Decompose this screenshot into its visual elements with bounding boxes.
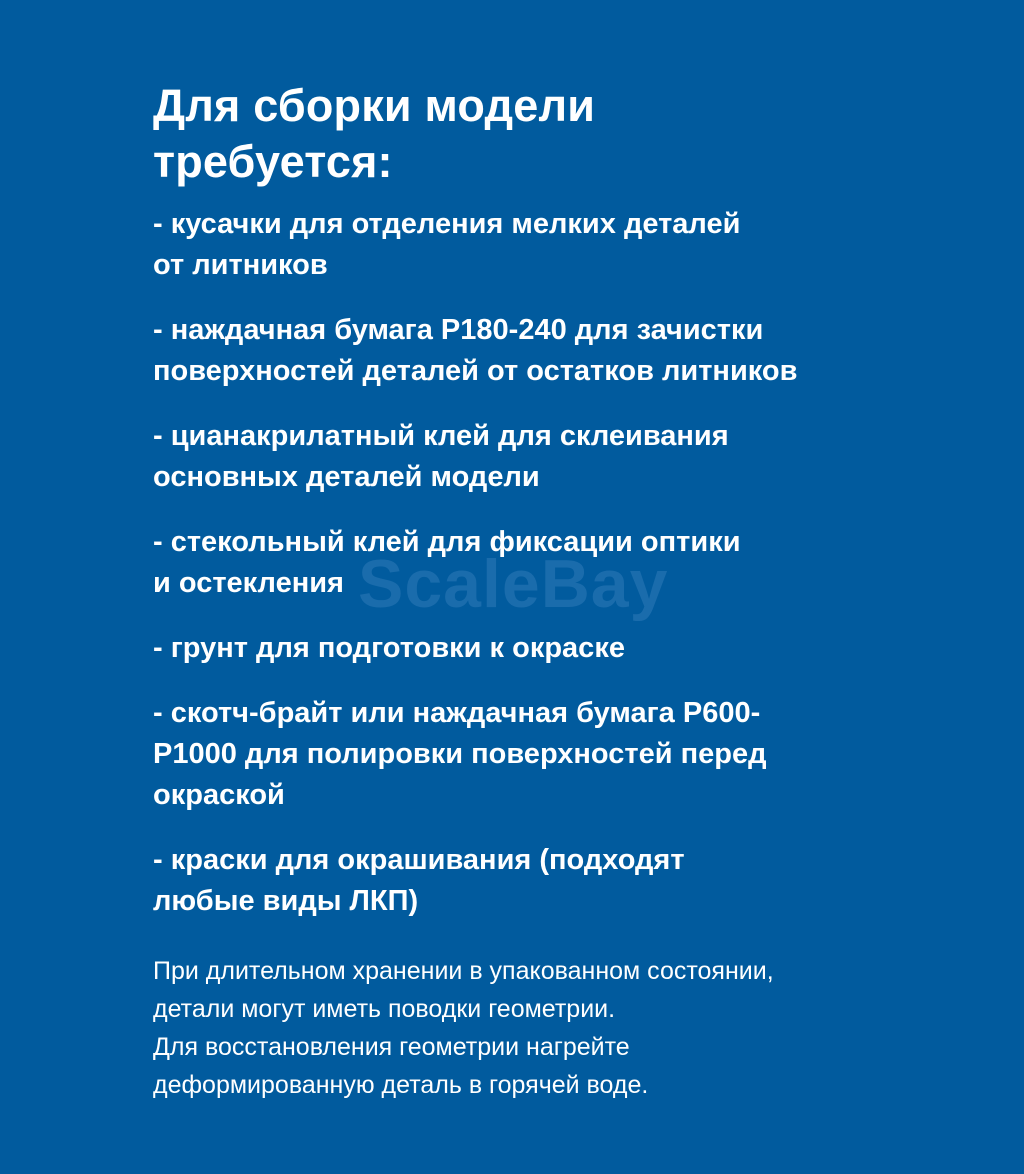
list-item-line: - наждачная бумага Р180-240 для зачистки: [153, 314, 764, 346]
list-item: [153, 310, 1013, 392]
main-content: [153, 78, 1013, 946]
note-line: При длительном хранении в упакованном состоянии,: [153, 957, 774, 985]
list-item-line: Р1000 для полировки поверхностей перед: [153, 738, 767, 770]
note-line: детали могут иметь поводки геометрии.: [153, 995, 616, 1023]
note-line: деформированную деталь в горячей воде.: [153, 1071, 649, 1099]
title-line: Для сборки модели: [153, 80, 596, 131]
note-line: Для восстановления геометрии нагрейте: [153, 1033, 630, 1061]
list-item-line: - стекольный клей для фиксации оптики: [153, 526, 741, 558]
list-item-line: - краски для окрашивания (подходят: [153, 844, 685, 876]
title-line: требуется:: [153, 136, 393, 187]
list-item: [153, 204, 1013, 286]
requirements-list: [153, 204, 1013, 922]
list-item-line: от литников: [153, 249, 328, 281]
list-item: [153, 522, 1013, 604]
list-item: [153, 416, 1013, 498]
storage-note: [153, 952, 774, 1104]
list-item-line: - кусачки для отделения мелких деталей: [153, 208, 741, 240]
list-item-line: - грунт для подготовки к окраске: [153, 632, 625, 664]
watermark-text: ScaleBay: [358, 546, 669, 622]
list-item-line: поверхностей деталей от остатков литников: [153, 355, 798, 387]
list-item: [153, 628, 1013, 669]
list-item-line: основных деталей модели: [153, 461, 540, 493]
list-item-line: любые виды ЛКП): [153, 885, 419, 917]
list-item: [153, 693, 1013, 816]
list-item-line: окраской: [153, 779, 285, 811]
list-item-line: - скотч-брайт или наждачная бумага Р600-: [153, 697, 761, 729]
list-item-line: - цианакрилатный клей для склеивания: [153, 420, 729, 452]
list-item-line: и остекления: [153, 567, 344, 599]
list-item: [153, 840, 1013, 922]
page-title: [153, 78, 1013, 190]
